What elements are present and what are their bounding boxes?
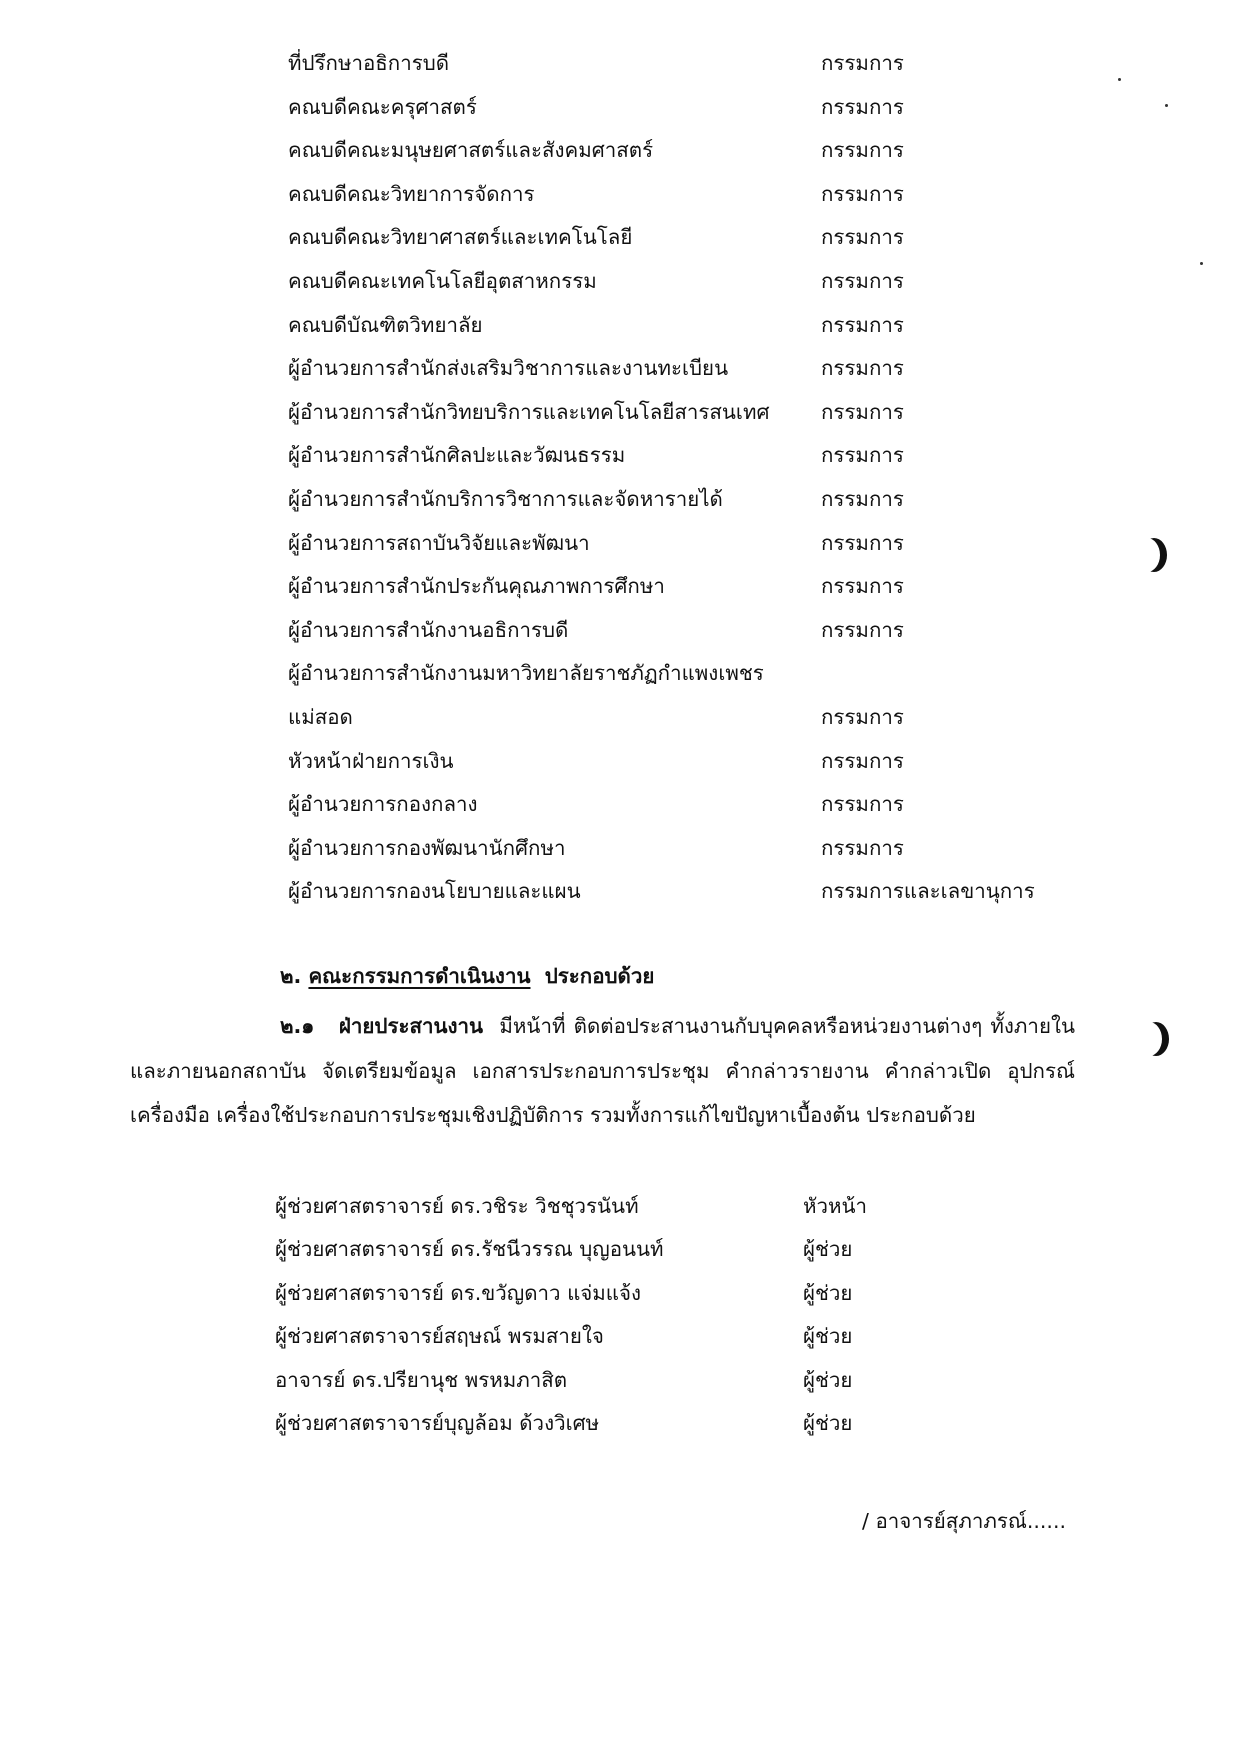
committee-role: กรรมการ: [821, 138, 904, 163]
section-2-1-paragraph: [130, 1004, 1075, 1138]
member-name: ผู้ช่วยศาสตราจารย์ ดร.รัชนีวรรณ บุญอนนท์: [275, 1237, 664, 1262]
committee-position: คณบดีบัณฑิตวิทยาลัย: [288, 312, 483, 337]
committee-row: [288, 783, 1088, 827]
member-role: ผู้ช่วย: [803, 1324, 853, 1349]
committee-role: กรรมการและเลขานุการ: [821, 879, 1035, 904]
committee-row: [288, 129, 1088, 173]
committee-role: กรรมการ: [821, 835, 904, 860]
section-heading: คณะกรรมการดำเนินงาน: [308, 964, 531, 988]
member-row: [275, 1402, 975, 1445]
committee-position: ผู้อำนวยการสำนักศิลปะและวัฒนธรรม: [288, 443, 626, 468]
committee-role: กรรมการ: [821, 617, 904, 642]
member-role: ผู้ช่วย: [803, 1280, 853, 1305]
scan-speck: [1200, 262, 1203, 265]
subsection-heading: ฝ่ายประสานงาน: [338, 1014, 484, 1038]
committee-position: ผู้อำนวยการสำนักงานมหาวิทยาลัยราชภัฏกำแพงเพชร: [288, 661, 764, 686]
committee-row: [288, 347, 1088, 391]
committee-role: กรรมการ: [821, 486, 904, 511]
committee-role: กรรมการ: [821, 51, 904, 75]
section-number: ๒.: [280, 964, 302, 988]
committee-position: ผู้อำนวยการสำนักประกันคุณภาพการศึกษา: [288, 574, 665, 599]
member-role: หัวหน้า: [803, 1194, 868, 1218]
scan-mark-crescent: [1136, 1022, 1162, 1056]
committee-position: ผู้อำนวยการกองพัฒนานักศึกษา: [288, 835, 566, 860]
coordination-members-list: [275, 1185, 975, 1445]
committee-role: กรรมการ: [821, 356, 904, 381]
committee-role: กรรมการ: [821, 443, 904, 468]
committee-role: กรรมการ: [821, 748, 904, 773]
committee-position: ผู้อำนวยการกองนโยบายและแผน: [288, 879, 581, 904]
subsection-body: มีหน้าที่ ติดต่อประสานงานกับบุคคลหรือหน่วยงานต่างๆ ทั้งภายในและภายนอกสถาบัน จัดเตรียมข้อมูล เอกสารประกอบการประชุม คำกล่าวรายงาน คำกล่าวเปิด อุปกรณ์ เครื่องมือ เครื่องใช้ประกอบการประชุมเชิงปฏิบัติการ รวมทั้งการแก้ไขปัญหาเบื้องต้น ประกอบด้วย: [130, 1014, 1075, 1127]
committee-role: กรรมการ: [821, 268, 904, 293]
committee-row: [288, 696, 1088, 740]
committee-role: กรรมการ: [821, 704, 904, 729]
committee-position: ผู้อำนวยการสถาบันวิจัยและพัฒนา: [288, 530, 590, 555]
committee-row: [288, 216, 1088, 260]
section-heading-suffix: ประกอบด้วย: [544, 964, 655, 988]
scan-speck: [1165, 104, 1168, 107]
committee-role: กรรมการ: [821, 574, 904, 599]
committee-position: คณบดีคณะวิทยาศาสตร์และเทคโนโลยี: [288, 225, 633, 250]
committee-role: กรรมการ: [821, 181, 904, 206]
committee-position: ผู้อำนวยการสำนักงานอธิการบดี: [288, 617, 569, 642]
committee-position: คณบดีคณะครุศาสตร์: [288, 94, 477, 119]
committee-position: ผู้อำนวยการสำนักวิทยบริการและเทคโนโลยีสารสนเทศ: [288, 399, 770, 424]
committee-position: ผู้อำนวยการสำนักส่งเสริมวิชาการและงานทะเบียน: [288, 356, 729, 381]
committee-row: [288, 260, 1088, 304]
member-name: ผู้ช่วยศาสตราจารย์สฤษณ์ พรมสายใจ: [275, 1324, 604, 1349]
section-2-title: [280, 960, 654, 993]
committee-row: [288, 434, 1088, 478]
member-name: ผู้ช่วยศาสตราจารย์บุญล้อม ด้วงวิเศษ: [275, 1410, 600, 1435]
committee-position: คณบดีคณะมนุษยศาสตร์และสังคมศาสตร์: [288, 138, 654, 163]
committee-row: [288, 652, 1088, 696]
committee-row: [288, 173, 1088, 217]
scan-speck: [1118, 78, 1121, 81]
committee-row: [288, 609, 1088, 653]
committee-row: [288, 522, 1088, 566]
committee-position: หัวหน้าฝ่ายการเงิน: [288, 748, 454, 773]
committee-row: [288, 740, 1088, 784]
committee-row: [288, 391, 1088, 435]
committee-role: กรรมการ: [821, 312, 904, 337]
committee-role: กรรมการ: [821, 94, 904, 119]
member-role: ผู้ช่วย: [803, 1410, 853, 1435]
member-name: อาจารย์ ดร.ปรียานุช พรหมภาสิต: [275, 1367, 568, 1392]
committee-row: [288, 827, 1088, 871]
committee-row: [288, 304, 1088, 348]
committee-row: [288, 86, 1088, 130]
committee-position: แม่สอด: [288, 704, 353, 729]
committee-row: [288, 565, 1088, 609]
committee-role: กรรมการ: [821, 225, 904, 250]
member-row: [275, 1315, 975, 1358]
subsection-number: ๒.๑: [280, 1014, 315, 1038]
member-row: [275, 1272, 975, 1315]
committee-row: [288, 478, 1088, 522]
committee-list: [288, 42, 1088, 914]
member-name: ผู้ช่วยศาสตราจารย์ ดร.วชิระ วิชชุวรนันท์: [275, 1194, 639, 1218]
committee-position: คณบดีคณะวิทยาการจัดการ: [288, 181, 535, 206]
member-name: ผู้ช่วยศาสตราจารย์ ดร.ขวัญดาว แจ่มแจ้ง: [275, 1280, 642, 1305]
scan-mark-crescent: [1134, 538, 1160, 572]
member-row: [275, 1359, 975, 1402]
member-row: [275, 1228, 975, 1271]
member-role: ผู้ช่วย: [803, 1367, 853, 1392]
committee-role: กรรมการ: [821, 792, 904, 817]
committee-position: คณบดีคณะเทคโนโลยีอุตสาหกรรม: [288, 268, 597, 293]
committee-role: กรรมการ: [821, 530, 904, 555]
committee-role: กรรมการ: [821, 399, 904, 424]
member-row: [275, 1185, 975, 1228]
committee-row: [288, 870, 1088, 914]
committee-position: ที่ปรึกษาอธิการบดี: [288, 51, 450, 75]
committee-row: [288, 42, 1088, 86]
committee-position: ผู้อำนวยการสำนักบริการวิชาการและจัดหารายได้: [288, 486, 723, 511]
continued-marker: / อาจารย์สุภาภรณ์......: [862, 1509, 1066, 1533]
committee-position: ผู้อำนวยการกองกลาง: [288, 792, 478, 817]
member-role: ผู้ช่วย: [803, 1237, 853, 1262]
